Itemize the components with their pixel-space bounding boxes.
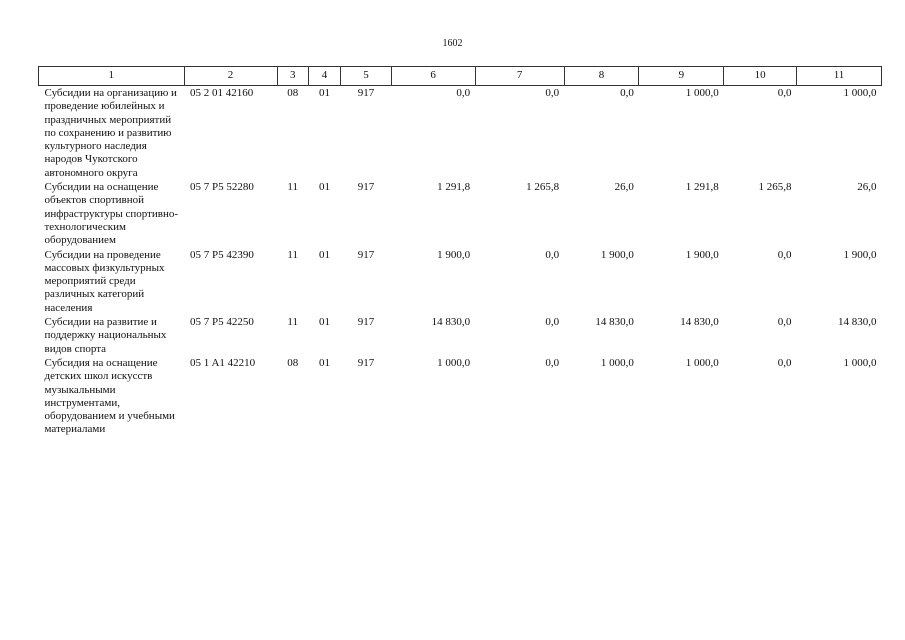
row-name: Субсидия на оснащение детских школ искусств музыкальными инструментами, оборудованием и учебными материалами	[44, 356, 175, 436]
cell-admin: 917	[357, 87, 375, 99]
cell-value: 0,0	[545, 87, 560, 99]
cell-value: 1 900,0	[843, 248, 877, 261]
cell-value: 1 000,0	[843, 87, 877, 99]
table-row	[39, 180, 882, 247]
cell-value: 14 830,0	[680, 316, 719, 329]
column-header: 9	[639, 67, 724, 86]
cell-value: 0,0	[456, 87, 471, 99]
cell-value: 0,0	[620, 87, 634, 99]
cell-admin: 917	[357, 181, 375, 194]
cell-subsection: 01	[319, 356, 331, 369]
table-header-row	[39, 67, 882, 86]
table-row	[39, 248, 882, 315]
cell-value: 1 000,0	[600, 356, 634, 369]
cell-value: 0,0	[777, 248, 792, 261]
row-name: Субсидии на организацию и проведение юбилейных и праздничных мероприятий по сохранению и развитию культурного наследия народов Чукотского автономного округа	[44, 87, 177, 179]
row-code: 05 7 P5 42250	[190, 316, 254, 329]
cell-value: 1 900,0	[685, 248, 719, 261]
column-header: 5	[341, 67, 392, 86]
column-header: 4	[308, 67, 340, 86]
row-code: 05 7 P5 42390	[190, 248, 254, 261]
table-row	[39, 86, 882, 181]
column-header: 11	[797, 67, 882, 86]
cell-value: 14 830,0	[595, 316, 634, 329]
cell-admin: 917	[357, 356, 375, 369]
cell-section: 11	[287, 248, 298, 261]
page-number: 1602	[442, 38, 463, 49]
row-name: Субсидии на проведение массовых физкультурных мероприятий среди различных категорий населения	[44, 248, 165, 314]
column-header: 2	[184, 67, 277, 86]
column-header: 1	[39, 67, 185, 86]
cell-section: 08	[287, 356, 299, 369]
cell-value: 26,0	[857, 181, 877, 194]
cell-section: 11	[287, 181, 298, 194]
cell-value: 0,0	[777, 356, 792, 369]
cell-value: 0,0	[545, 248, 560, 261]
row-code: 05 7 P5 52280	[190, 181, 254, 194]
cell-value: 1 265,8	[758, 181, 792, 194]
cell-value: 0,0	[545, 356, 560, 369]
cell-value: 0,0	[777, 87, 792, 99]
cell-value: 1 000,0	[685, 356, 719, 369]
cell-subsection: 01	[319, 181, 331, 194]
table-row	[39, 315, 882, 356]
cell-value: 1 000,0	[685, 87, 719, 99]
cell-value: 1 291,8	[685, 181, 719, 194]
table-row	[39, 356, 882, 437]
column-header: 8	[564, 67, 639, 86]
row-name: Субсидии на развитие и поддержку национальных видов спорта	[44, 316, 167, 355]
cell-section: 08	[287, 87, 299, 99]
cell-value: 1 900,0	[437, 248, 471, 261]
budget-table	[38, 66, 882, 437]
row-code: 05 2 01 42160	[190, 87, 254, 99]
column-header: 3	[277, 67, 308, 86]
cell-admin: 917	[357, 316, 375, 329]
cell-value: 1 291,8	[437, 181, 471, 194]
cell-value: 0,0	[545, 316, 560, 329]
column-header: 6	[391, 67, 475, 86]
cell-subsection: 01	[319, 87, 331, 99]
cell-value: 26,0	[614, 181, 634, 194]
row-name: Субсидии на оснащение объектов спортивной инфраструктуры спортивно-технологическим оборудованием	[44, 181, 179, 247]
cell-value: 0,0	[777, 316, 792, 329]
cell-value: 1 265,8	[526, 181, 560, 194]
cell-value: 1 900,0	[600, 248, 634, 261]
cell-subsection: 01	[319, 248, 331, 261]
cell-value: 1 000,0	[437, 356, 471, 369]
cell-subsection: 01	[319, 316, 331, 329]
column-header: 7	[475, 67, 564, 86]
cell-admin: 917	[357, 248, 375, 261]
column-header: 10	[724, 67, 797, 86]
row-code: 05 1 A1 42210	[190, 356, 256, 369]
cell-value: 1 000,0	[843, 356, 877, 369]
cell-value: 14 830,0	[431, 316, 471, 329]
cell-value: 14 830,0	[838, 316, 877, 329]
cell-section: 11	[287, 316, 298, 329]
